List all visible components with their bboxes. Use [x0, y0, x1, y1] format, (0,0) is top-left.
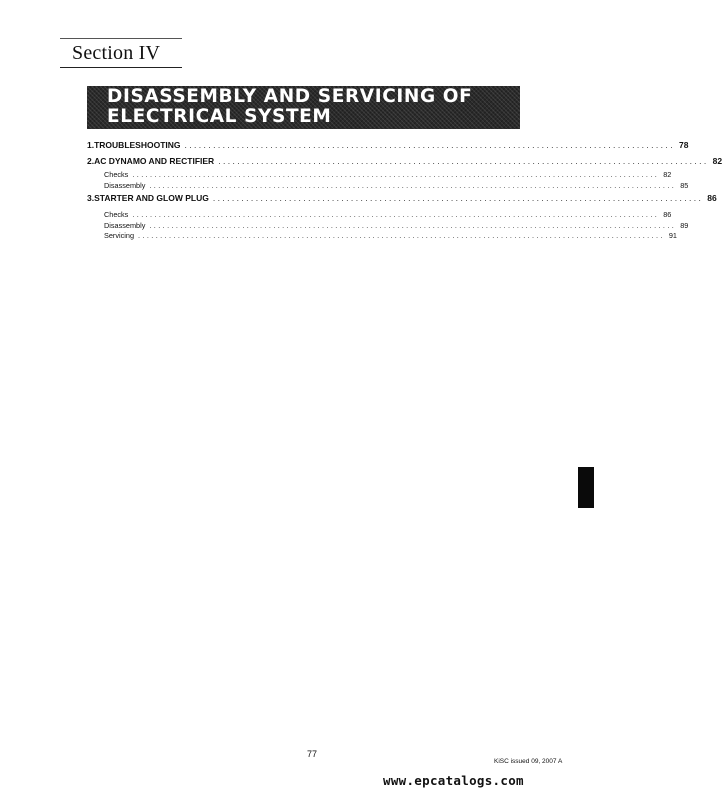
toc-leader-dots: ....................................................................................................................... [132, 210, 660, 219]
toc-leader-dots: ....................................................................................................................... [132, 170, 660, 179]
toc-subentry-servicing[interactable] [87, 231, 677, 242]
toc-subentry-label: Checks [104, 210, 129, 219]
toc-subentry-page: 82 [663, 170, 672, 179]
toc-leader-dots: ....................................................................................................... [184, 140, 675, 150]
toc-entry-label: AC DYNAMO AND RECTIFIER [94, 156, 215, 166]
toc-entry-troubleshooting[interactable] [87, 140, 689, 154]
section-edge-tab [578, 467, 594, 508]
toc-subentry-page: 86 [663, 210, 672, 219]
toc-leader-dots: ....................................................................................................... [218, 156, 709, 166]
toc-entry-page: 78 [678, 140, 689, 150]
page-number: 77 [306, 749, 317, 759]
table-of-contents [87, 138, 722, 242]
toc-leader-dots: ....................................................................................................................... [149, 180, 677, 190]
toc-leader-dots: ....................................................................................................... [212, 193, 704, 203]
toc-leader-dots: ....................................................................................................................... [149, 220, 677, 230]
toc-subentry-page: 89 [680, 220, 689, 230]
toc-leader-dots: ....................................................................................................................... [138, 231, 665, 240]
chapter-title-line-1: DISASSEMBLY AND SERVICING OF [107, 86, 473, 107]
toc-entry-number: 3. [87, 193, 95, 203]
toc-subentry-label: Checks [104, 170, 129, 179]
toc-subentry-checks[interactable] [87, 170, 672, 181]
toc-subentry-page: 85 [680, 180, 689, 190]
toc-entry-starter-glow-plug[interactable] [87, 193, 717, 207]
toc-entry-number: 1. [87, 140, 95, 150]
toc-subentry-disassembly[interactable] [87, 180, 689, 192]
watermark-url: www.epcatalogs.com [383, 773, 524, 788]
toc-entry-page: 82 [712, 156, 722, 166]
toc-subentry-label: Disassembly [104, 180, 146, 190]
issue-note: KiSC issued 09, 2007 A [494, 758, 563, 765]
toc-subentry-checks[interactable] [87, 210, 672, 221]
toc-entry-ac-dynamo[interactable] [87, 156, 722, 170]
toc-subentry-label: Servicing [104, 231, 135, 240]
toc-entry-page: 86 [707, 193, 717, 203]
chapter-title-line-2: ELECTRICAL SYSTEM [107, 106, 332, 127]
chapter-title-banner [87, 86, 520, 129]
section-header [60, 38, 182, 68]
toc-entry-label: TROUBLESHOOTING [94, 140, 181, 150]
toc-subentry-page: 91 [668, 231, 677, 240]
toc-entry-number: 2. [87, 156, 95, 166]
toc-subentry-label: Disassembly [104, 220, 146, 230]
section-rule-bottom [60, 67, 182, 68]
toc-subentry-disassembly[interactable] [87, 220, 689, 232]
section-title: Section IV [72, 42, 161, 64]
toc-entry-label: STARTER AND GLOW PLUG [94, 193, 209, 203]
